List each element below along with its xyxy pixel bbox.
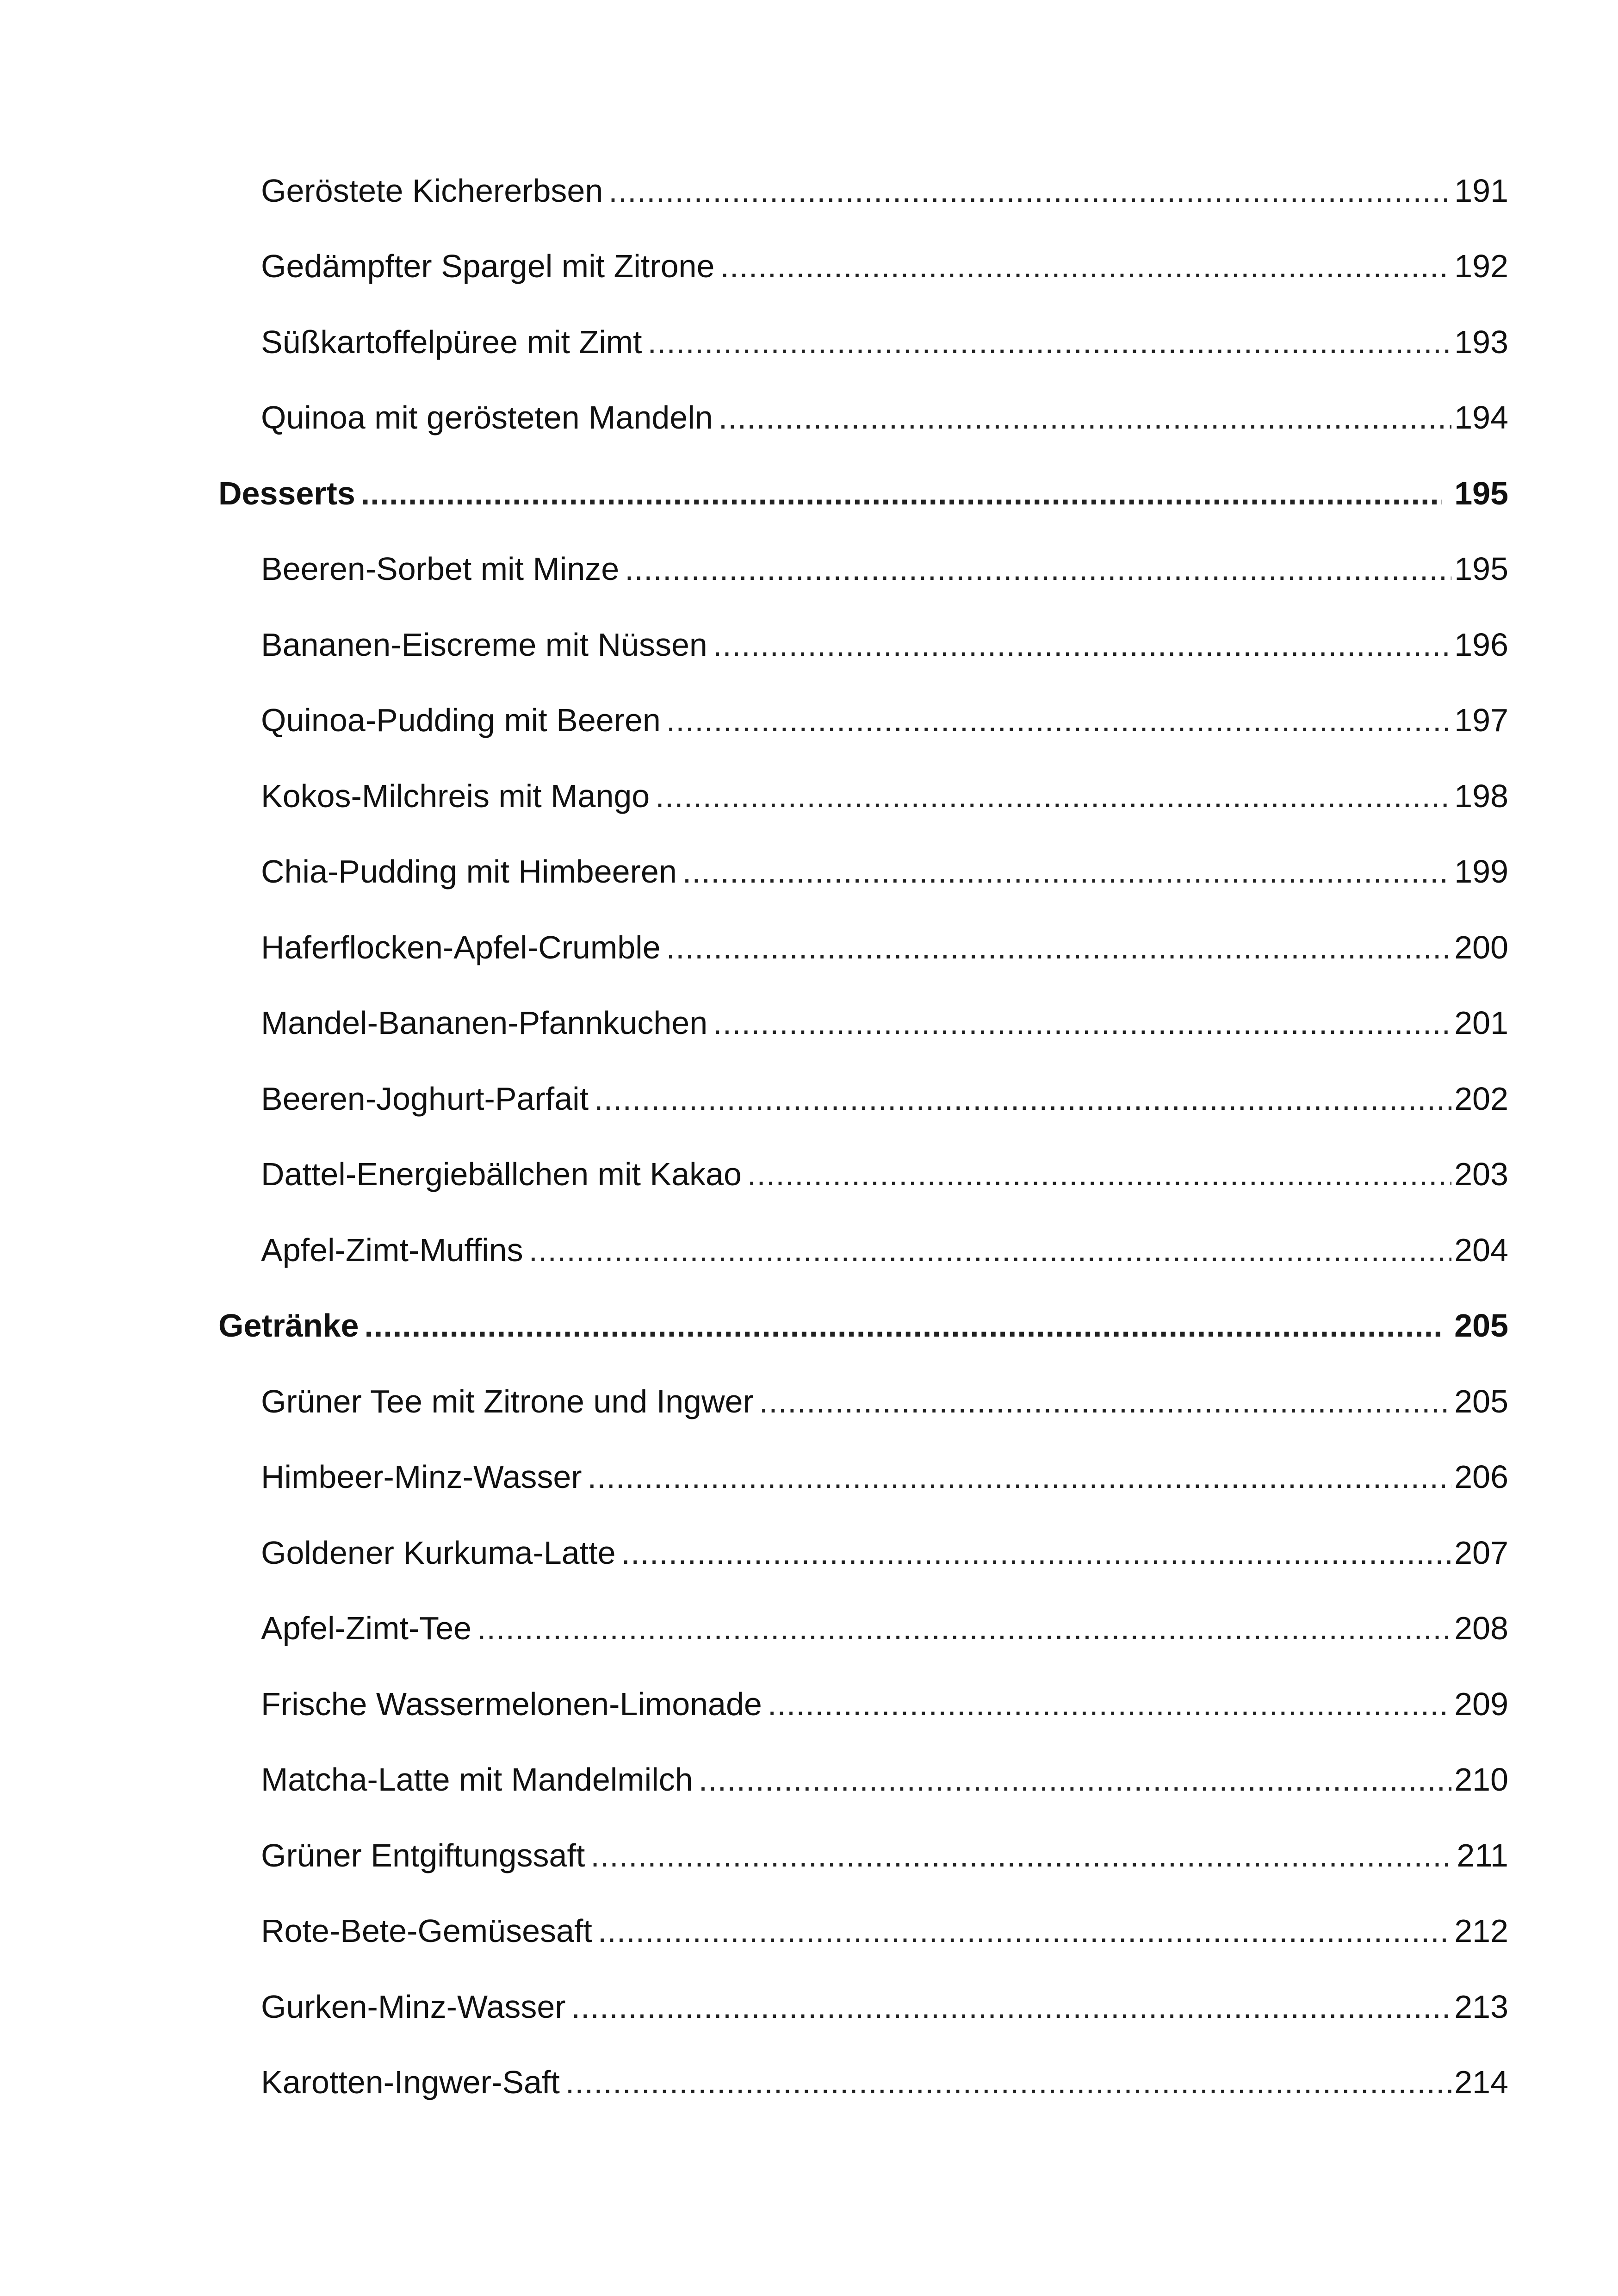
toc-entry-title: Beeren-Joghurt-Parfait (261, 1080, 589, 1117)
toc-page-number: 213 (1454, 1988, 1508, 2025)
toc-entry-title: Rote-Bete-Gemüsesaft (261, 1913, 592, 1949)
toc-page-number: 205 (1454, 1307, 1508, 1344)
dot-leader (759, 1385, 1451, 1418)
dot-leader (713, 628, 1451, 661)
dot-leader (477, 1612, 1451, 1644)
dot-leader (720, 250, 1451, 282)
dot-leader (666, 704, 1451, 736)
dot-leader (621, 1537, 1452, 1569)
toc-page-number: 205 (1454, 1383, 1508, 1419)
toc-section-desserts[interactable] (218, 455, 1508, 531)
toc-entry-title: Gurken-Minz-Wasser (261, 1988, 566, 2025)
toc-entry[interactable] (218, 2045, 1508, 2121)
toc-entry[interactable] (218, 607, 1508, 683)
toc-page-number: 192 (1454, 248, 1508, 285)
dot-leader (588, 1461, 1452, 1493)
toc-page-number: 196 (1454, 626, 1508, 663)
toc-entry[interactable] (218, 909, 1508, 985)
toc-page-number: 206 (1454, 1459, 1508, 1495)
toc-entry-title: Kokos-Milchreis mit Mango (261, 778, 650, 814)
toc-entry-title: Grüner Entgiftungssaft (261, 1837, 585, 1873)
toc-page-number: 198 (1454, 778, 1508, 814)
dot-leader (768, 1688, 1451, 1720)
toc-entry-title: Bananen-Eiscreme mit Nüssen (261, 626, 707, 663)
dot-leader (625, 553, 1451, 585)
toc-entry[interactable] (218, 1591, 1508, 1667)
dot-leader (699, 1763, 1452, 1796)
toc-entry-title: Dattel-Energiebällchen mit Kakao (261, 1156, 742, 1193)
toc-entry[interactable] (218, 531, 1508, 607)
toc-entry[interactable] (218, 153, 1508, 229)
toc-entry[interactable] (218, 1439, 1508, 1515)
toc-page-number: 199 (1454, 853, 1508, 890)
dot-leader (565, 2066, 1451, 2098)
toc-page-number: 212 (1454, 1913, 1508, 1949)
toc-entry[interactable] (218, 1515, 1508, 1591)
dot-leader (590, 1839, 1454, 1872)
toc-entry[interactable] (218, 683, 1508, 759)
toc-entry-title: Quinoa-Pudding mit Beeren (261, 702, 661, 739)
dot-leader (682, 855, 1451, 888)
dot-leader (647, 326, 1451, 358)
toc-entry-title: Haferflocken-Apfel-Crumble (261, 929, 661, 965)
table-of-contents (218, 153, 1508, 2120)
toc-entry-title: Mandel-Bananen-Pfannkuchen (261, 1005, 708, 1041)
toc-page-number: 209 (1454, 1686, 1508, 1722)
toc-page-number: 201 (1454, 1005, 1508, 1041)
toc-page-number: 195 (1454, 475, 1508, 511)
toc-entry-title: Matcha-Latte mit Mandelmilch (261, 1761, 693, 1798)
toc-page-number: 197 (1454, 702, 1508, 739)
toc-entry[interactable] (218, 834, 1508, 910)
toc-entry-title: Chia-Pudding mit Himbeeren (261, 853, 677, 890)
toc-entry[interactable] (218, 1363, 1508, 1439)
toc-page-number: 204 (1454, 1232, 1508, 1268)
toc-page-number: 211 (1457, 1837, 1508, 1873)
toc-entry-title: Geröstete Kichererbsen (261, 172, 603, 209)
toc-entry[interactable] (218, 1742, 1508, 1818)
toc-entry-title: Beeren-Sorbet mit Minze (261, 551, 620, 587)
toc-entry[interactable] (218, 1061, 1508, 1137)
toc-entry[interactable] (218, 304, 1508, 380)
toc-entry-title: Apfel-Zimt-Muffins (261, 1232, 523, 1268)
toc-page-number: 208 (1454, 1610, 1508, 1647)
toc-entry[interactable] (218, 380, 1508, 456)
dot-leader (655, 780, 1451, 812)
toc-page-number: 194 (1454, 399, 1508, 436)
dot-leader (598, 1915, 1451, 1947)
toc-entry-title: Süßkartoffelpüree mit Zimt (261, 324, 642, 360)
toc-entry-title: Himbeer-Minz-Wasser (261, 1459, 582, 1495)
toc-section-getraenke[interactable] (218, 1288, 1508, 1364)
toc-section-title: Getränke (218, 1307, 359, 1344)
toc-page-number: 193 (1454, 324, 1508, 360)
dot-leader (713, 1007, 1451, 1039)
toc-entry-title: Grüner Tee mit Zitrone und Ingwer (261, 1383, 754, 1419)
dot-leader (529, 1234, 1452, 1266)
toc-entry[interactable] (218, 758, 1508, 834)
toc-entry[interactable] (218, 1666, 1508, 1742)
toc-entry-title: Goldener Kurkuma-Latte (261, 1534, 616, 1571)
toc-entry-title: Gedämpfter Spargel mit Zitrone (261, 248, 715, 285)
dot-leader (571, 1991, 1452, 2023)
toc-entry[interactable] (218, 229, 1508, 305)
dot-leader (361, 477, 1442, 510)
dot-leader (364, 1309, 1442, 1342)
dot-leader (594, 1083, 1451, 1115)
toc-entry-title: Karotten-Ingwer-Saft (261, 2064, 560, 2101)
toc-page-number: 202 (1454, 1080, 1508, 1117)
toc-entry[interactable] (218, 1212, 1508, 1288)
toc-section-title: Desserts (218, 475, 355, 511)
toc-page-number: 207 (1454, 1534, 1508, 1571)
dot-leader (747, 1158, 1451, 1190)
toc-page-number: 214 (1454, 2064, 1508, 2101)
toc-entry-title: Frische Wassermelonen-Limonade (261, 1686, 762, 1722)
toc-page-number: 210 (1454, 1761, 1508, 1798)
dot-leader (719, 401, 1452, 434)
toc-entry-title: Quinoa mit gerösteten Mandeln (261, 399, 713, 436)
dot-leader (608, 174, 1451, 207)
toc-entry[interactable] (218, 1893, 1508, 1969)
toc-page-number: 200 (1454, 929, 1508, 965)
toc-entry[interactable] (218, 985, 1508, 1061)
toc-entry-title: Apfel-Zimt-Tee (261, 1610, 472, 1647)
toc-page-number: 195 (1454, 551, 1508, 587)
toc-entry[interactable] (218, 1969, 1508, 2045)
toc-entry[interactable] (218, 1817, 1508, 1893)
dot-leader (666, 931, 1452, 964)
toc-page-number: 203 (1454, 1156, 1508, 1193)
toc-page-number: 191 (1454, 172, 1508, 209)
toc-entry[interactable] (218, 1137, 1508, 1213)
